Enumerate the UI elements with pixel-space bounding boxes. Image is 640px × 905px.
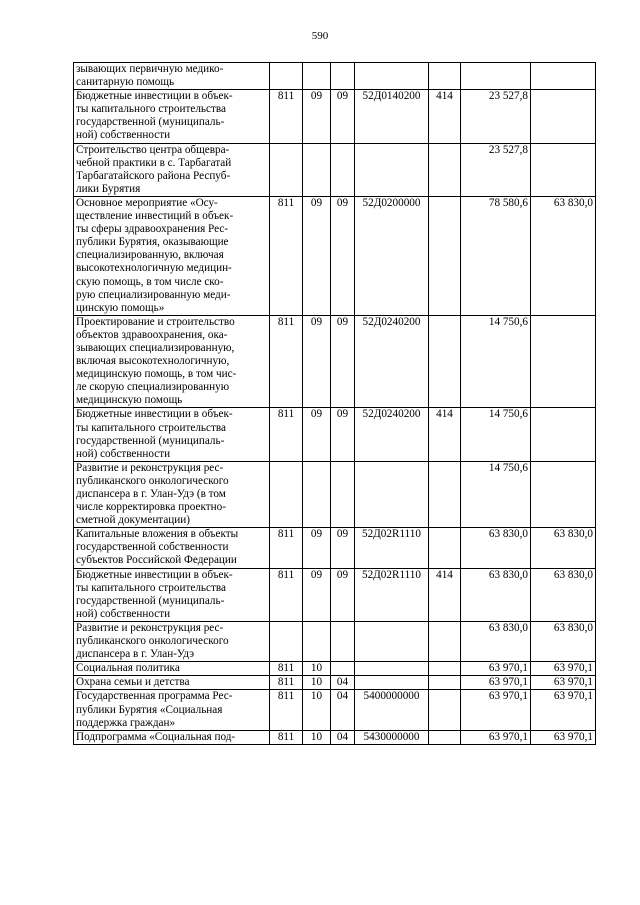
cell-section (303, 621, 331, 661)
cell-name (74, 143, 270, 196)
cell-name-line: государственной (муниципаль- (76, 434, 225, 447)
cell-name-line: скую помощь, в том числе ско- (76, 275, 224, 288)
cell-name (74, 690, 270, 730)
cell-subsection (331, 143, 355, 196)
table-row (74, 528, 596, 568)
table-row (74, 461, 596, 527)
cell-amount-1: 14 750,6 (461, 408, 531, 461)
cell-name-line: ты капитального строительства (76, 103, 226, 116)
table-row (74, 143, 596, 196)
cell-expense-type (429, 196, 461, 315)
cell-name-line: специализированную, включая (76, 249, 224, 262)
cell-amount-1 (461, 63, 531, 90)
cell-amount-2 (531, 315, 596, 408)
cell-ved: 811 (270, 690, 303, 730)
cell-name-line: зывающих первичную медико- (76, 63, 224, 75)
cell-section: 10 (303, 662, 331, 676)
cell-name (74, 621, 270, 661)
cell-section: 09 (303, 568, 331, 621)
cell-name (74, 408, 270, 461)
cell-name (74, 196, 270, 315)
cell-name-line: медицинскую помощь (76, 394, 183, 407)
cell-ved: 811 (270, 408, 303, 461)
cell-amount-2 (531, 461, 596, 527)
cell-ved: 811 (270, 730, 303, 744)
cell-section (303, 63, 331, 90)
table-row (74, 196, 596, 315)
cell-expense-type: 414 (429, 568, 461, 621)
cell-amount-2 (531, 63, 596, 90)
table-row (74, 63, 596, 90)
cell-target-article: 5430000000 (355, 730, 429, 744)
cell-target-article (355, 461, 429, 527)
cell-expense-type (429, 528, 461, 568)
cell-name-line: государственной (муниципаль- (76, 116, 225, 129)
cell-name-line: Подпрограмма «Социальная под- (76, 730, 236, 743)
cell-subsection (331, 621, 355, 661)
cell-ved (270, 461, 303, 527)
cell-name-line: ной) собственности (76, 607, 171, 620)
cell-expense-type (429, 730, 461, 744)
table-row (74, 676, 596, 690)
cell-subsection (331, 662, 355, 676)
cell-target-article (355, 143, 429, 196)
cell-expense-type (429, 621, 461, 661)
cell-name-line: объектов здравоохранения, ока- (76, 328, 228, 341)
cell-section (303, 143, 331, 196)
cell-target-article: 52Д02R1110 (355, 528, 429, 568)
cell-name-line: зывающих специализированную, (76, 341, 235, 354)
cell-amount-2: 63 970,1 (531, 730, 596, 744)
cell-section: 09 (303, 90, 331, 143)
cell-amount-1: 63 830,0 (461, 528, 531, 568)
cell-ved: 811 (270, 90, 303, 143)
cell-ved: 811 (270, 196, 303, 315)
cell-target-article: 52Д0140200 (355, 90, 429, 143)
table-row (74, 408, 596, 461)
cell-amount-2: 63 970,1 (531, 690, 596, 730)
cell-subsection: 09 (331, 90, 355, 143)
cell-amount-2: 63 970,1 (531, 662, 596, 676)
cell-name-line: Проектирование и строительство (76, 315, 235, 328)
cell-section: 09 (303, 408, 331, 461)
cell-target-article (355, 662, 429, 676)
cell-name-line: ты капитального строительства (76, 421, 226, 434)
cell-section: 10 (303, 690, 331, 730)
cell-name-line: чебной практики в с. Тарбагатай (76, 156, 232, 169)
cell-ved: 811 (270, 568, 303, 621)
table-body (74, 63, 596, 745)
cell-expense-type (429, 461, 461, 527)
cell-name-line: публиканского онкологического (76, 635, 229, 648)
table-row (74, 568, 596, 621)
cell-name-line: санитарную помощь (76, 76, 175, 89)
cell-ved: 811 (270, 528, 303, 568)
cell-subsection: 04 (331, 730, 355, 744)
cell-name (74, 730, 270, 744)
cell-section: 09 (303, 196, 331, 315)
cell-name-line: публики Бурятия «Социальная (76, 703, 223, 716)
cell-expense-type (429, 690, 461, 730)
cell-expense-type (429, 315, 461, 408)
cell-target-article (355, 676, 429, 690)
cell-amount-2 (531, 143, 596, 196)
cell-name (74, 676, 270, 690)
cell-expense-type (429, 143, 461, 196)
cell-name-line: ты капитального строительства (76, 581, 226, 594)
cell-expense-type: 414 (429, 408, 461, 461)
cell-amount-2: 63 830,0 (531, 621, 596, 661)
cell-name (74, 90, 270, 143)
cell-expense-type (429, 662, 461, 676)
table-row (74, 662, 596, 676)
cell-name-line: Бюджетные инвестиции в объек- (76, 408, 233, 421)
cell-subsection: 09 (331, 315, 355, 408)
cell-name-line: Бюджетные инвестиции в объек- (76, 568, 233, 581)
cell-amount-1: 14 750,6 (461, 461, 531, 527)
cell-subsection: 09 (331, 196, 355, 315)
cell-name (74, 315, 270, 408)
cell-name-line: государственной собственности (76, 541, 229, 554)
cell-target-article: 52Д0200000 (355, 196, 429, 315)
cell-name-line: диспансера в г. Улан-Удэ (76, 648, 195, 661)
cell-section (303, 461, 331, 527)
cell-section: 09 (303, 315, 331, 408)
cell-target-article (355, 621, 429, 661)
cell-name (74, 461, 270, 527)
cell-name-line: государственной (муниципаль- (76, 594, 225, 607)
cell-amount-2: 63 830,0 (531, 196, 596, 315)
cell-amount-2: 63 970,1 (531, 676, 596, 690)
cell-name (74, 568, 270, 621)
cell-name-line: Социальная политика (76, 662, 180, 675)
cell-ved (270, 63, 303, 90)
cell-name-line: числе корректировка проектно- (76, 501, 226, 514)
budget-table (73, 62, 596, 745)
cell-section: 10 (303, 676, 331, 690)
cell-name-line: Государственная программа Рес- (76, 690, 233, 703)
cell-expense-type: 414 (429, 90, 461, 143)
cell-name-line: публиканского онкологического (76, 474, 229, 487)
cell-name-line: ной) собственности (76, 447, 171, 460)
cell-name (74, 63, 270, 90)
cell-name-line: ты сферы здравоохранения Рес- (76, 223, 229, 236)
cell-name-line: высокотехнологичную медицин- (76, 262, 232, 275)
cell-target-article (355, 63, 429, 90)
cell-subsection: 04 (331, 690, 355, 730)
cell-ved: 811 (270, 315, 303, 408)
cell-name-line: Охрана семьи и детства (76, 676, 190, 689)
table-row (74, 621, 596, 661)
cell-name-line: медицинскую помощь, в том чис- (76, 368, 237, 381)
cell-name (74, 662, 270, 676)
cell-amount-1: 63 830,0 (461, 568, 531, 621)
cell-target-article: 5400000000 (355, 690, 429, 730)
cell-name-line: включая высокотехнологичную, (76, 355, 230, 368)
cell-name-line: Бюджетные инвестиции в объек- (76, 90, 233, 103)
cell-expense-type (429, 676, 461, 690)
cell-amount-2: 63 830,0 (531, 568, 596, 621)
cell-target-article: 52Д0240200 (355, 408, 429, 461)
cell-target-article: 52Д0240200 (355, 315, 429, 408)
cell-amount-2 (531, 408, 596, 461)
page-number: 590 (311, 30, 329, 42)
table-row (74, 690, 596, 730)
cell-amount-1: 23 527,8 (461, 143, 531, 196)
cell-amount-1: 63 970,1 (461, 676, 531, 690)
cell-subsection: 09 (331, 528, 355, 568)
cell-name-line: цинскую помощь» (76, 301, 165, 314)
cell-subsection: 09 (331, 568, 355, 621)
table-row (74, 315, 596, 408)
cell-subsection (331, 63, 355, 90)
cell-target-article: 52Д02R1110 (355, 568, 429, 621)
cell-name-line: Развитие и реконструкция рес- (76, 461, 224, 474)
cell-name-line: Развитие и реконструкция рес- (76, 621, 224, 634)
cell-subsection: 09 (331, 408, 355, 461)
cell-amount-1: 78 580,6 (461, 196, 531, 315)
cell-name-line: Основное мероприятие «Осу- (76, 196, 218, 209)
cell-name-line: рую специализированную меди- (76, 288, 231, 301)
cell-amount-1: 63 830,0 (461, 621, 531, 661)
cell-ved: 811 (270, 662, 303, 676)
cell-name-line: лики Бурятия (76, 182, 141, 195)
cell-name-line: Строительство центра общевра- (76, 143, 230, 156)
table-row (74, 730, 596, 744)
cell-expense-type (429, 63, 461, 90)
cell-ved: 811 (270, 676, 303, 690)
cell-amount-1: 63 970,1 (461, 690, 531, 730)
cell-name-line: ной) собственности (76, 129, 171, 142)
cell-name-line: Тарбагатайского района Респуб- (76, 169, 231, 182)
cell-name-line: ле скорую специализированную (76, 381, 230, 394)
cell-name-line: поддержка граждан» (76, 716, 176, 729)
cell-amount-1: 63 970,1 (461, 662, 531, 676)
table-row (74, 90, 596, 143)
cell-amount-1: 14 750,6 (461, 315, 531, 408)
cell-name-line: диспансера в г. Улан-Удэ (в том (76, 488, 226, 500)
cell-name-line: публики Бурятия, оказывающие (76, 236, 229, 249)
cell-name (74, 528, 270, 568)
cell-name-line: Капитальные вложения в объекты (76, 528, 239, 541)
cell-amount-1: 63 970,1 (461, 730, 531, 744)
cell-ved (270, 621, 303, 661)
cell-subsection (331, 461, 355, 527)
cell-name-line: сметной документации) (76, 514, 190, 527)
cell-amount-2 (531, 90, 596, 143)
cell-name-line: субъектов Российской Федерации (76, 554, 237, 567)
cell-name-line: ществление инвестиций в объек- (76, 210, 234, 223)
cell-amount-1: 23 527,8 (461, 90, 531, 143)
cell-section: 10 (303, 730, 331, 744)
cell-ved (270, 143, 303, 196)
cell-subsection: 04 (331, 676, 355, 690)
cell-section: 09 (303, 528, 331, 568)
cell-amount-2: 63 830,0 (531, 528, 596, 568)
